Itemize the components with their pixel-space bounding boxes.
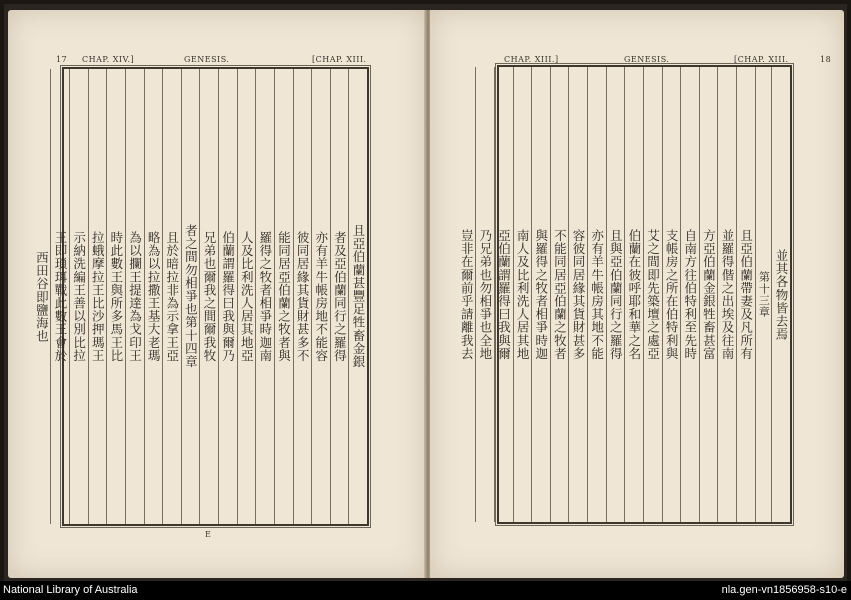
- text-column: 羅得之牧者相爭時迦南: [255, 69, 274, 524]
- right-page-number: 18: [820, 55, 832, 64]
- text-column: 並其各物皆去焉: [771, 67, 790, 522]
- left-text-frame: [34, 67, 369, 526]
- text-column: 自南方往伯特利至先時: [680, 67, 699, 522]
- library-credit: National Library of Australia: [3, 584, 138, 596]
- text-column: 且與亞伯蘭同行之羅得: [606, 67, 625, 522]
- text-column: 能同居亞伯蘭之牧者與: [274, 69, 293, 524]
- left-text-columns: [34, 69, 367, 524]
- text-column: 南人及比利洗人居其地: [513, 67, 532, 522]
- viewer-footer: [0, 581, 851, 600]
- text-column: 與羅得之牧者相爭時迦: [531, 67, 550, 522]
- right-text-columns: [459, 67, 790, 522]
- text-column: 彼同居緣其貨財甚多不: [293, 69, 312, 524]
- text-column: 亦有羊牛帳房地不能容: [311, 69, 330, 524]
- text-column: 方亞伯蘭金銀牲畜甚富: [699, 67, 718, 522]
- text-column: 且於暗拉非為示拿王亞: [162, 69, 181, 524]
- text-column: 且亞伯蘭帶妻及凡所有: [736, 67, 755, 522]
- text-column: 略為以拉撒王基大老瑪: [144, 69, 163, 524]
- text-column: 艾之間即先築壇之處亞: [643, 67, 662, 522]
- text-column: 王即瑣珥戰此數王會於: [50, 69, 69, 524]
- text-column: 容彼同居緣其貨財甚多: [568, 67, 587, 522]
- left-page-number: 17: [56, 55, 68, 64]
- text-column: 亞伯蘭謂羅得曰我與爾: [494, 67, 513, 522]
- left-running-head-title: GENESIS.: [184, 55, 230, 64]
- text-column: 且亞伯蘭甚豐足牲畜金銀: [348, 69, 367, 524]
- left-folio-mark: E: [205, 530, 211, 539]
- text-column: 伯蘭謂羅得曰我與爾乃: [218, 69, 237, 524]
- right-running-head-title: GENESIS.: [624, 55, 670, 64]
- text-column: 伯蘭在彼呼耶和華之名: [624, 67, 643, 522]
- book-spread: [4, 4, 847, 581]
- image-identifier: nla.gen-vn1856958-s10-e: [721, 584, 847, 596]
- right-running-head-chapter: CHAP. XIII.]: [504, 55, 559, 64]
- text-column: 支帳房之所在伯特利與: [662, 67, 681, 522]
- text-column: 豈非在爾前乎請離我去: [459, 229, 475, 360]
- right-page: [430, 10, 844, 578]
- text-column: 示納洗編王善以別比拉: [69, 69, 88, 524]
- text-column: 不能同居亞伯蘭之牧者: [550, 67, 569, 522]
- text-column: 為以攔王提達為戈印王: [125, 69, 144, 524]
- text-column: 時此數王與所多馬王比: [106, 69, 125, 524]
- text-column: 人及比利洗人居其地亞: [237, 69, 256, 524]
- text-column: 拉蛾摩拉王比沙押瑪王: [88, 69, 107, 524]
- right-running-head-chapter-right: [CHAP. XIII.: [734, 55, 789, 64]
- text-column: 第十三章: [755, 67, 772, 522]
- left-running-head-chapter: CHAP. XIV.]: [82, 55, 135, 64]
- text-column: 乃兄弟也勿相爭也全地: [475, 67, 494, 522]
- left-page: [8, 10, 426, 578]
- text-column: 兄弟也爾我之間爾我牧: [199, 69, 218, 524]
- right-text-frame: [459, 65, 792, 524]
- left-running-head-chapter-right: [CHAP. XIII.: [312, 55, 367, 64]
- text-column: 者及亞伯蘭同行之羅得: [330, 69, 349, 524]
- text-column: 西田谷即鹽海也: [34, 250, 50, 343]
- text-column: 者之間勿相爭也第十四章: [181, 69, 200, 524]
- text-column: 亦有羊牛帳房其地不能: [587, 67, 606, 522]
- text-column: 並羅得偕之出埃及往南: [717, 67, 736, 522]
